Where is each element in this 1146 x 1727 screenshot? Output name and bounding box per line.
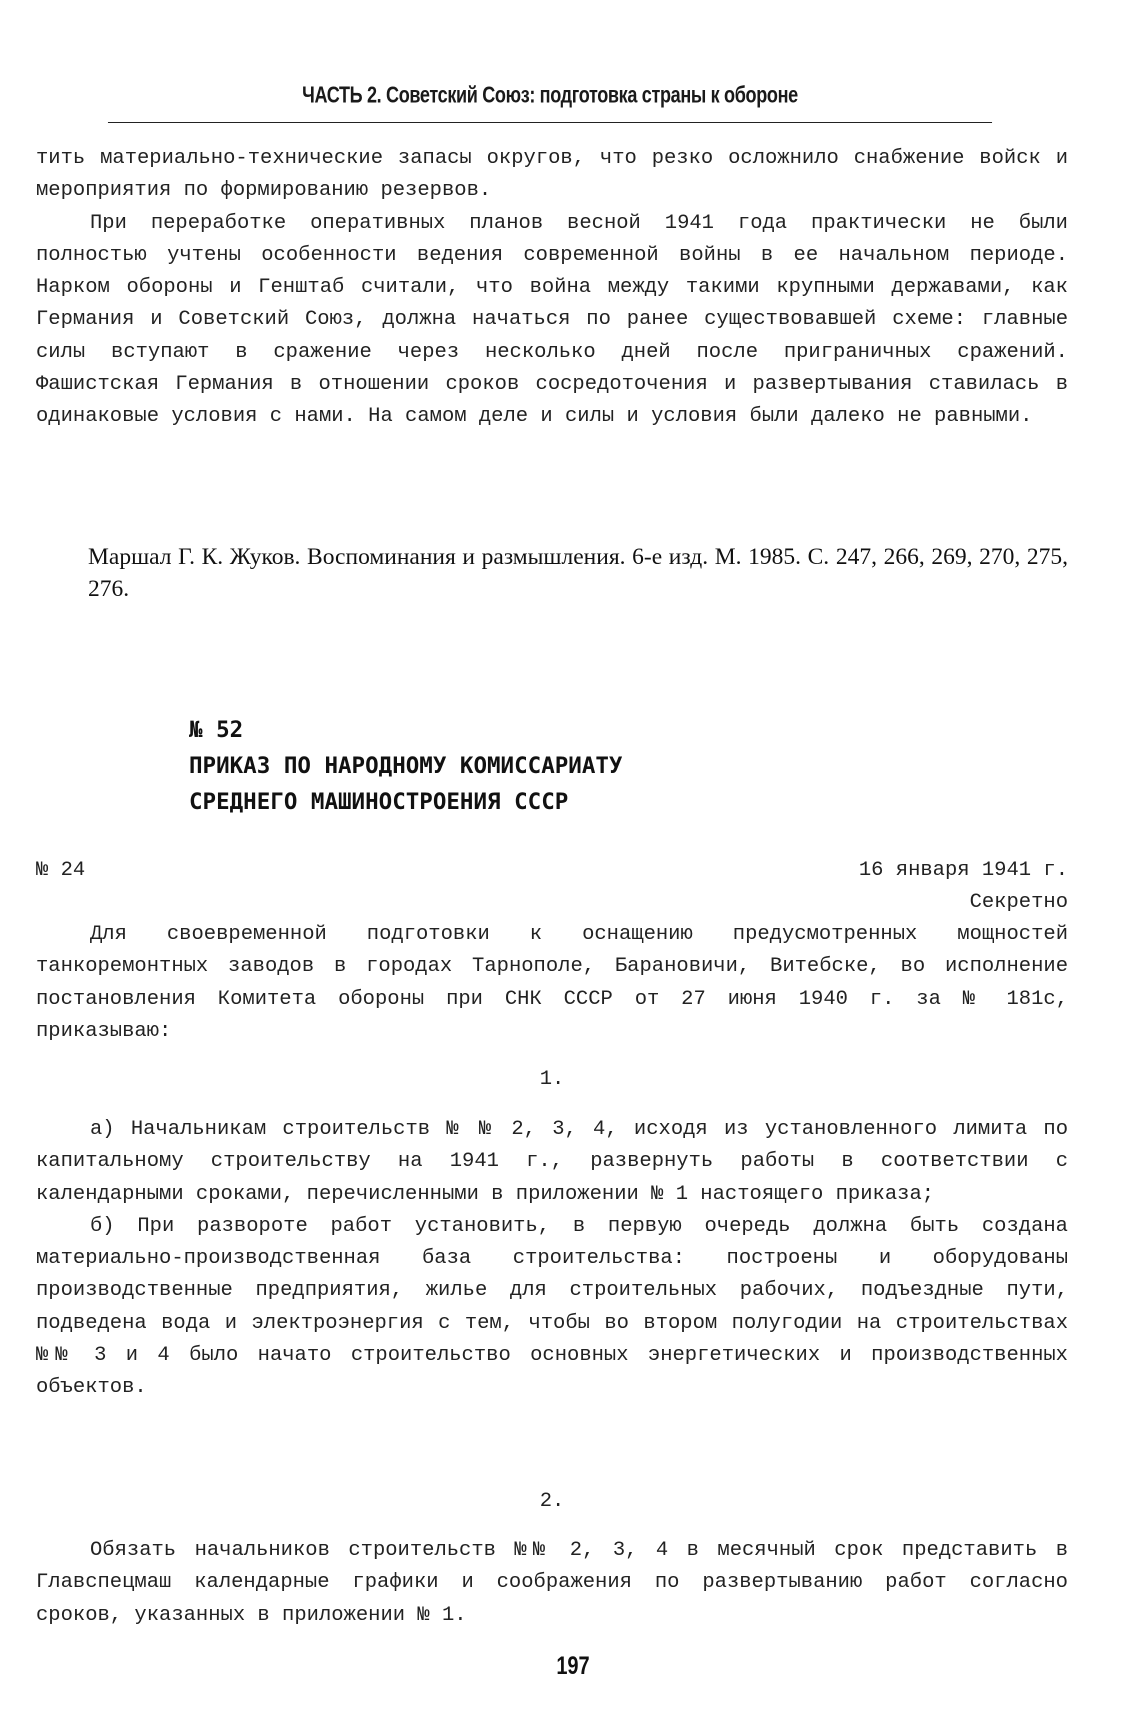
continued-text <box>36 143 1068 434</box>
section-1-body <box>36 1114 1068 1405</box>
document-heading <box>189 712 622 820</box>
preamble-paragraph: Для своевременной подготовки к оснащению предусмотренных мощностей танкоремонтных заводов в городах Тарнополе, Барановичи, Витебске, во исполнение постановления Комитета обороны при СНК СССР от 27 июня 1940 г. за № 181с, приказываю: <box>36 923 1068 1043</box>
document-title-line1: ПРИКАЗ ПО НАРОДНОМУ КОМИССАРИАТУ <box>189 753 623 779</box>
section-2-number: 2. <box>539 1490 565 1513</box>
document-number-label: № 52 <box>189 717 244 743</box>
section-1-number: 1. <box>539 1068 565 1091</box>
running-header <box>108 84 992 123</box>
source-citation: Маршал Г. К. Жуков. Воспоминания и размышления. 6-е изд. М. 1985. С. 247, 266, 269, 270, 275, 276. <box>88 544 1068 602</box>
paragraph-continued: тить материально-технические запасы округов, что резко осложнило снабжение войск и мероприятия по формированию резервов. <box>36 147 1068 203</box>
section-2-body <box>36 1535 1068 1632</box>
order-number: № 24 <box>36 859 86 882</box>
page-number: 197 <box>556 1652 590 1680</box>
section-2-paragraph: Обязать начальников строительств №№ 2, 3, 4 в месячный срок представить в Главспецмаш календарные графики и соображения по развертыванию работ согласно сроков, указанных в приложении № 1. <box>36 1539 1068 1627</box>
order-date: 16 января 1941 г. <box>858 859 1068 882</box>
section-1-item-b: б) При развороте работ установить, в первую очередь должна быть создана материально-производственная база строительства: построены и оборудованы производственные предприятия, жилье для строительных рабочих, подъездные пути, подведена вода и электроэнергия с тем, чтобы во втором полугодии на строительствах №№ 3 и 4 было начато строительство основных энергетических и производственных объектов. <box>36 1214 1068 1400</box>
classification-stamp: Секретно <box>969 891 1068 914</box>
order-preamble <box>36 919 1068 1048</box>
section-1-item-a: а) Начальникам строительств № № 2, 3, 4, исходя из установленного лимита по капитальному строительству на 1941 г., развернуть работы в соответствии с календарными сроками, перечисленными в приложении № 1 настоящего приказа; <box>36 1118 1068 1206</box>
paragraph-operational-plans: При переработке оперативных планов весной 1941 года практически не были полностью учтены особенности ведения современной войны в ее начальном периоде. Нарком обороны и Генштаб считали, что война между такими крупными державами, как Германия и Советский Союз, должна начаться по ранее существовавшей схеме: главные силы вступают в сражение через несколько дней после приграничных сражений. Фашистская Германия в отношении сроков сосредоточения и развертывания ставилась в одинаковые условия с нами. На самом деле и силы и условия были далеко не равными. <box>36 211 1068 429</box>
running-header-title: ЧАСТЬ 2. Советский Союз: подготовка страны к обороне <box>302 82 798 109</box>
document-title-line2: СРЕДНЕГО МАШИНОСТРОЕНИЯ СССР <box>189 789 569 815</box>
